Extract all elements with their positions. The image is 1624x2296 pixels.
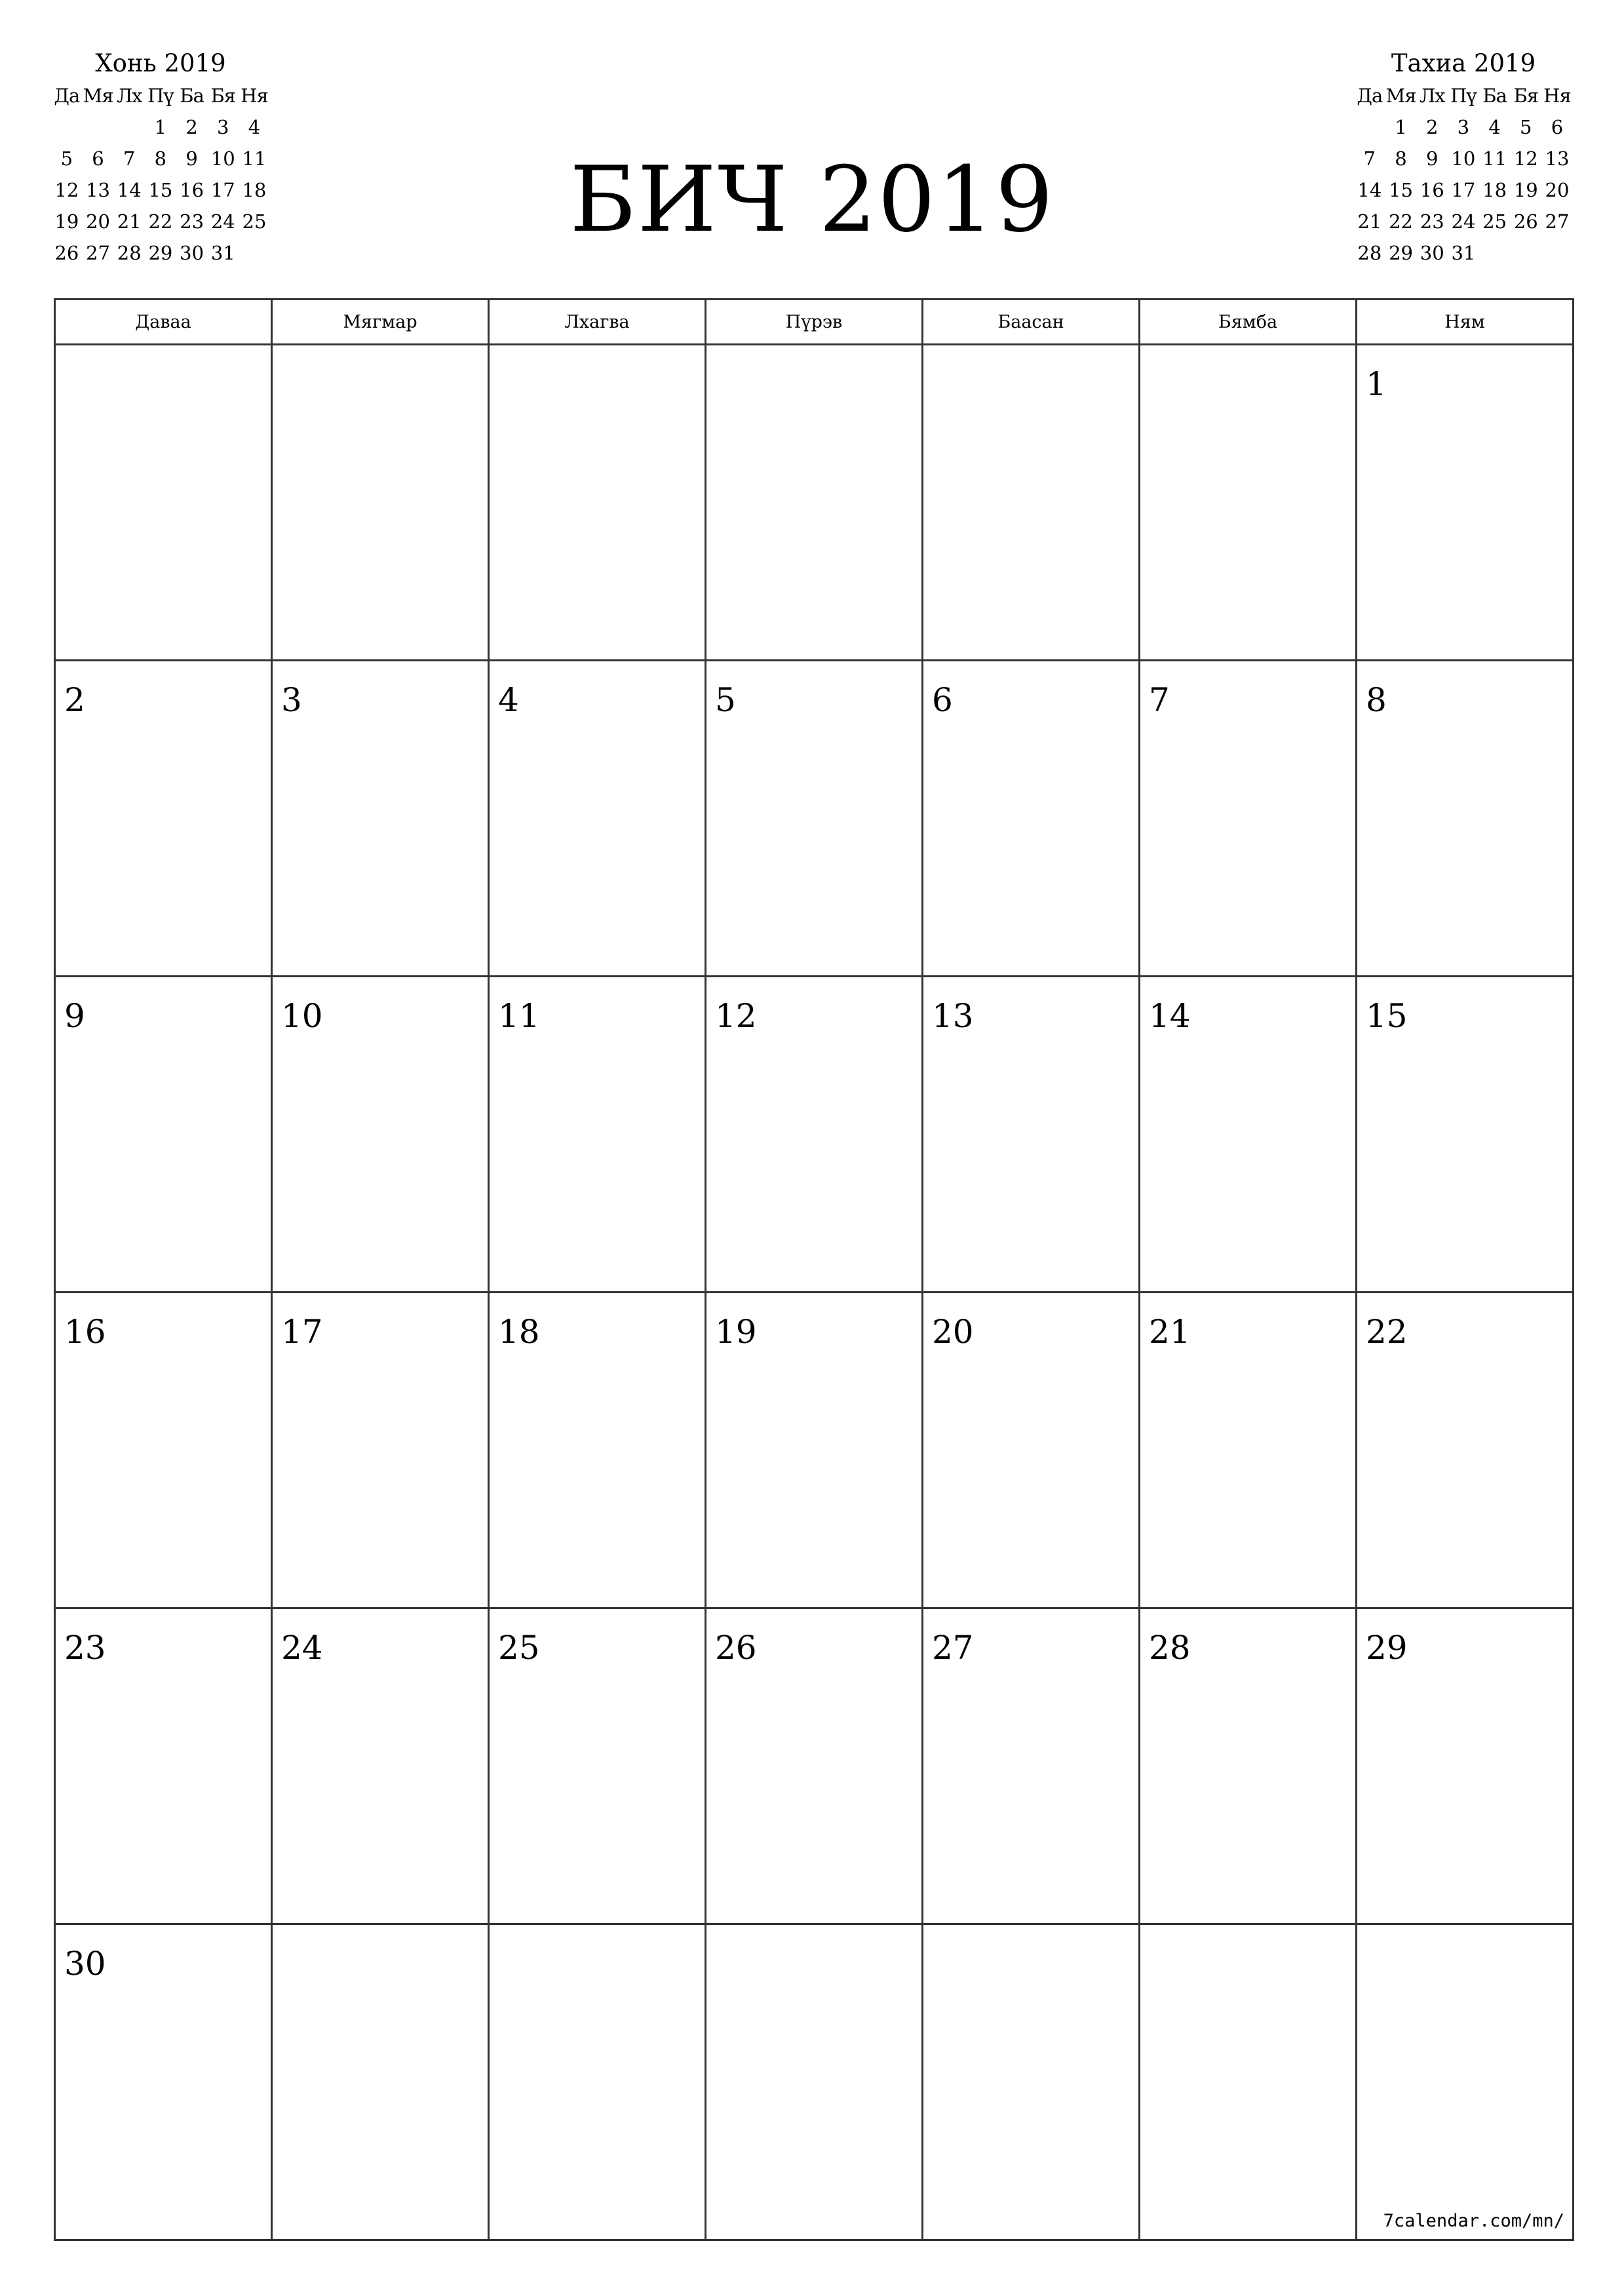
weekday-header-row <box>55 300 1574 345</box>
mini-calendar-title: Тахиа 2019 <box>1391 49 1536 77</box>
day-number: 2 <box>64 681 85 719</box>
week-row <box>55 1924 1574 2240</box>
day-cell <box>55 1608 272 1924</box>
mini-day: 30 <box>180 242 204 264</box>
day-number: 23 <box>64 1629 106 1667</box>
day-number: 9 <box>64 997 85 1035</box>
day-cell <box>55 661 272 977</box>
day-number: 3 <box>281 681 302 719</box>
mini-day: 25 <box>242 210 267 233</box>
day-cell <box>1140 661 1357 977</box>
day-cell <box>272 345 489 661</box>
mini-day: 31 <box>1451 242 1476 264</box>
day-number: 16 <box>64 1313 106 1351</box>
mini-day: 20 <box>1545 179 1570 201</box>
day-number: 1 <box>1366 365 1387 403</box>
mini-day: 18 <box>242 179 267 201</box>
week-row <box>55 1608 1574 1924</box>
day-cell <box>489 661 706 977</box>
day-cell <box>923 1293 1140 1608</box>
mini-day: 9 <box>1425 147 1439 170</box>
mini-weekday: Мя <box>83 85 113 107</box>
mini-day: 8 <box>1395 147 1407 170</box>
page-title: БИЧ 2019 <box>570 147 1054 252</box>
day-number: 5 <box>715 681 736 719</box>
day-cell <box>489 977 706 1293</box>
mini-day: 29 <box>1389 242 1413 264</box>
day-number: 10 <box>281 997 323 1035</box>
mini-day: 14 <box>117 179 142 201</box>
day-cell <box>1140 1608 1357 1924</box>
mini-day: 30 <box>1420 242 1444 264</box>
mini-weekday: Лх <box>1419 85 1445 107</box>
day-number: 15 <box>1366 997 1408 1035</box>
mini-day: 13 <box>86 179 110 201</box>
mini-day: 22 <box>1389 210 1413 233</box>
day-cell <box>55 1924 272 2240</box>
mini-day: 21 <box>1357 210 1382 233</box>
day-cell <box>489 345 706 661</box>
mini-day: 29 <box>148 242 173 264</box>
mini-day: 3 <box>1457 116 1470 138</box>
day-number: 18 <box>498 1313 540 1351</box>
mini-day: 17 <box>1451 179 1476 201</box>
day-cell <box>1140 345 1357 661</box>
day-number: 19 <box>715 1313 757 1351</box>
mini-weekday: Ба <box>180 85 204 107</box>
mini-weekday: Мя <box>1385 85 1416 107</box>
mini-day: 17 <box>210 179 235 201</box>
day-cell <box>272 1293 489 1608</box>
day-cell <box>706 1924 923 2240</box>
mini-day <box>1541 237 1573 269</box>
mini-day: 28 <box>117 242 142 264</box>
day-cell <box>55 977 272 1293</box>
mini-weekday: Да <box>1357 85 1383 107</box>
day-cell <box>489 1293 706 1608</box>
day-number: 17 <box>281 1313 323 1351</box>
mini-day: 23 <box>180 210 204 233</box>
day-number: 4 <box>498 681 519 719</box>
week-row <box>55 1293 1574 1608</box>
mini-day: 26 <box>54 242 79 264</box>
mini-day: 26 <box>1513 210 1538 233</box>
day-number: 25 <box>498 1629 540 1667</box>
mini-day: 2 <box>1425 116 1439 138</box>
mini-day: 16 <box>180 179 204 201</box>
mini-weekday: Бя <box>210 85 236 107</box>
weekday-header: Мягмар <box>272 300 489 345</box>
weekday-header: Ням <box>1357 300 1574 345</box>
day-cell <box>55 345 272 661</box>
mini-day: 12 <box>1513 147 1538 170</box>
mini-weekday: Да <box>54 85 80 107</box>
day-cell <box>706 345 923 661</box>
mini-day: 19 <box>54 210 79 233</box>
day-number: 13 <box>932 997 974 1035</box>
day-number: 30 <box>64 1945 106 1983</box>
day-number: 6 <box>932 681 953 719</box>
mini-day <box>1510 237 1541 269</box>
day-number: 26 <box>715 1629 757 1667</box>
day-cell <box>923 345 1140 661</box>
mini-day: 24 <box>210 210 235 233</box>
mini-day: 21 <box>117 210 142 233</box>
day-cell <box>1140 977 1357 1293</box>
mini-day <box>1479 237 1511 269</box>
day-cell <box>1357 661 1574 977</box>
week-row <box>55 977 1574 1293</box>
mini-day: 27 <box>1545 210 1570 233</box>
day-cell <box>489 1608 706 1924</box>
site-url: 7calendar.com/mn/ <box>1383 2211 1564 2231</box>
day-number: 8 <box>1366 681 1387 719</box>
day-cell <box>55 1293 272 1608</box>
day-cell <box>1357 1608 1574 1924</box>
mini-calendar-next <box>1354 47 1573 269</box>
month-calendar-grid <box>54 298 1574 2241</box>
day-cell <box>706 977 923 1293</box>
mini-weekday: Ба <box>1482 85 1507 107</box>
day-number: 28 <box>1149 1629 1191 1667</box>
mini-weekday: Лх <box>116 85 142 107</box>
mini-day: 10 <box>1451 147 1476 170</box>
day-number: 12 <box>715 997 757 1035</box>
mini-day: 6 <box>1551 116 1564 138</box>
mini-day: 9 <box>185 147 198 170</box>
mini-day: 16 <box>1420 179 1444 201</box>
day-number: 7 <box>1149 681 1170 719</box>
day-cell <box>272 977 489 1293</box>
day-cell <box>1357 1924 1574 2240</box>
mini-day: 7 <box>123 147 136 170</box>
mini-day: 31 <box>210 242 235 264</box>
day-cell <box>489 1924 706 2240</box>
day-cell <box>923 977 1140 1293</box>
day-cell <box>923 1924 1140 2240</box>
day-cell <box>1357 345 1574 661</box>
mini-day: 19 <box>1513 179 1538 201</box>
mini-day: 7 <box>1363 147 1376 170</box>
mini-day: 11 <box>1482 147 1507 170</box>
mini-day: 8 <box>154 147 167 170</box>
mini-day: 24 <box>1451 210 1476 233</box>
mini-day: 11 <box>242 147 267 170</box>
mini-weekday: Пү <box>147 85 174 107</box>
mini-day: 15 <box>148 179 173 201</box>
day-cell <box>1140 1293 1357 1608</box>
day-cell <box>706 661 923 977</box>
mini-day: 1 <box>154 116 167 138</box>
day-number: 24 <box>281 1629 323 1667</box>
mini-day: 12 <box>54 179 79 201</box>
mini-day: 14 <box>1357 179 1382 201</box>
day-number: 20 <box>932 1313 974 1351</box>
mini-weekday: Ня <box>1543 85 1571 107</box>
day-number: 29 <box>1366 1629 1408 1667</box>
mini-day: 13 <box>1545 147 1570 170</box>
mini-day <box>83 111 114 143</box>
weekday-header: Даваа <box>55 300 272 345</box>
mini-day: 3 <box>217 116 229 138</box>
day-cell <box>1357 1293 1574 1608</box>
day-number: 14 <box>1149 997 1191 1035</box>
mini-day: 20 <box>86 210 110 233</box>
day-number: 21 <box>1149 1313 1191 1351</box>
mini-day <box>51 111 83 143</box>
day-cell <box>272 661 489 977</box>
weekday-header: Лхагва <box>489 300 706 345</box>
mini-weekday: Ня <box>241 85 268 107</box>
mini-day: 4 <box>248 116 261 138</box>
weekday-header: Пүрэв <box>706 300 923 345</box>
mini-day: 25 <box>1482 210 1507 233</box>
mini-day: 28 <box>1357 242 1382 264</box>
day-cell <box>272 1924 489 2240</box>
mini-day: 1 <box>1395 116 1407 138</box>
day-cell <box>1357 977 1574 1293</box>
week-row <box>55 345 1574 661</box>
weekday-header: Баасан <box>923 300 1140 345</box>
day-cell <box>1140 1924 1357 2240</box>
mini-day: 15 <box>1389 179 1413 201</box>
mini-day <box>113 111 145 143</box>
mini-calendar-grid <box>1354 80 1573 269</box>
day-cell <box>706 1608 923 1924</box>
day-cell <box>706 1293 923 1608</box>
mini-day: 5 <box>1520 116 1532 138</box>
week-row <box>55 661 1574 977</box>
mini-day: 6 <box>92 147 104 170</box>
day-cell <box>923 661 1140 977</box>
mini-day: 23 <box>1420 210 1444 233</box>
weekday-header: Бямба <box>1140 300 1357 345</box>
mini-day <box>1354 111 1385 143</box>
mini-day: 18 <box>1482 179 1507 201</box>
day-number: 27 <box>932 1629 974 1667</box>
mini-day: 4 <box>1488 116 1501 138</box>
day-number: 11 <box>498 997 540 1035</box>
mini-weekday: Пү <box>1450 85 1477 107</box>
mini-day: 22 <box>148 210 173 233</box>
day-cell <box>923 1608 1140 1924</box>
day-cell <box>272 1608 489 1924</box>
mini-weekday: Бя <box>1513 85 1539 107</box>
mini-calendar-title: Хонь 2019 <box>95 49 226 77</box>
mini-day: 27 <box>86 242 110 264</box>
day-number: 22 <box>1366 1313 1408 1351</box>
mini-day: 10 <box>210 147 235 170</box>
mini-day: 2 <box>185 116 198 138</box>
mini-day: 5 <box>60 147 73 170</box>
